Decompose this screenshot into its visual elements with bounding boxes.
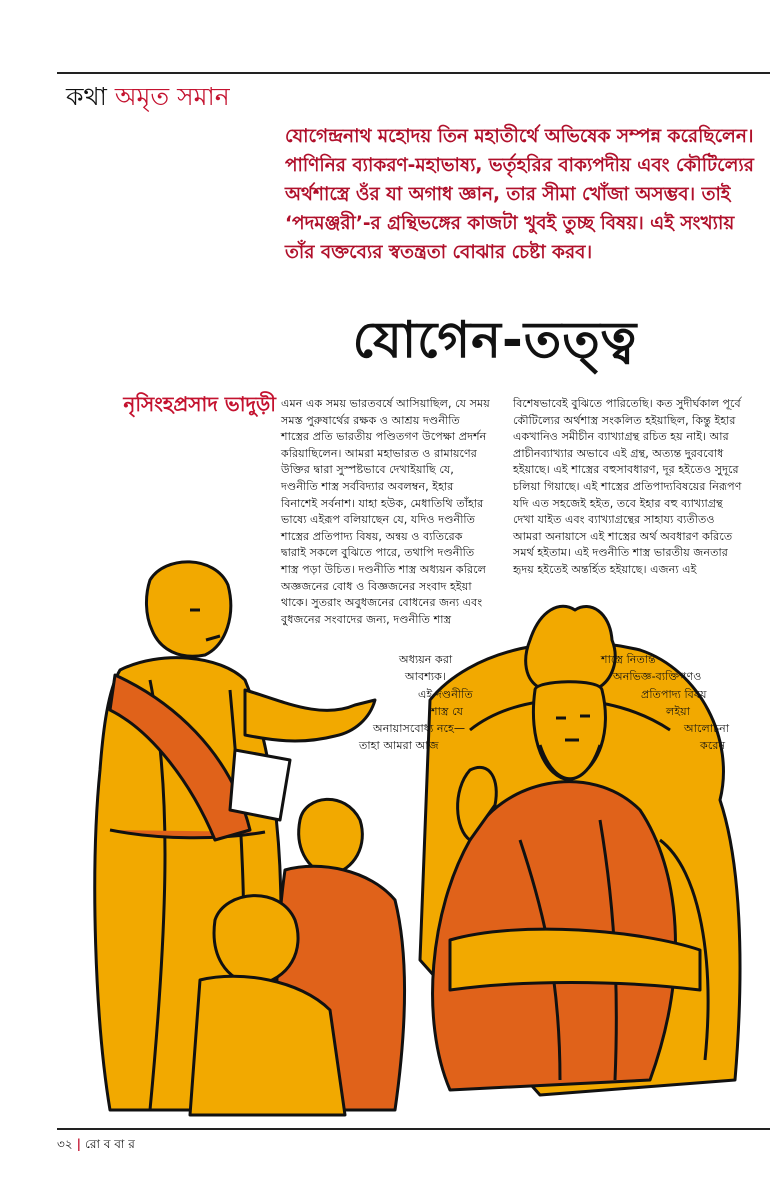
teacher-head [146, 562, 230, 656]
column-2-text: বিশেষভাবেই বুঝিতে পারিতেছি। কত সুদীর্ঘকাল পূর্বে কৌটিল্যের অর্থশাস্ত্র সংকলিত হইয়াছিল, কিন্তু ইহার একখানিও সমীচীন ব্যাখ্যাগ্রন্থ রচিত হয় নাই। আর প্রাচীনব্যাখ্যার অভাবে এই গ্রন্থ, অত্যন্ত দুরববোধ হইয়াছে। এই শাস্ত্রের বহুসাবধারণ, দূর হইতেও সুদূরে চলিয়া গিয়াছে। এই শাস্ত্রের প্রতিপাদ্যবিষয়ের নিরূপণ যদি এত সহজেই হইত, তবে ইহার বহু ব্যাখ্যাগ্রন্থ দেখা যাইত এবং ব্যাখ্যাগ্রন্থের সাহায্য ব্যতীতও আমরা অনায়াসে এই শাস্ত্রের অর্থ অবধারণ করিতে সমর্থ হইতাম। এই দণ্ডনীতি শাস্ত্র ভারতীয় জনতার হৃদয় হইতেই অন্তর্হিত হইয়াছে। এজন্য এই [513, 397, 742, 576]
author-byline: নৃসিংহপ্রসাদ ভাদুড়ী [123, 392, 276, 416]
tail-line: অধ্যয়ন করা [399, 653, 453, 666]
folio-separator: | [76, 1137, 81, 1151]
tail-line: আবশ্যক। [405, 670, 446, 684]
column-2 [513, 396, 743, 579]
section-label [66, 80, 230, 114]
tail-line: অনায়াসবোধ্য নহে— [373, 722, 466, 736]
tail-line: তাহা আমরা আজ [359, 739, 439, 753]
column-2-tail [513, 651, 753, 755]
article-title: যোগেন-তত্ত্ব [352, 311, 638, 369]
tail-line: শাস্ত্রে নিতান্ত [601, 653, 656, 666]
intro-paragraph: যোগেন্দ্রনাথ মহোদয় তিন মহাতীর্থে অভিষেক সম্পন্ন করেছিলেন। পাণিনির ব্যাকরণ-মহাভাষ্য, ভর্তৃহরির বাক্যপদীয় এবং কৌটিল্যের অর্থশাস্ত্রে ওঁর যা অগাধ জ্ঞান, তার সীমা খোঁজা অসম্ভব। তাই ‘পদমঞ্জরী’-র গ্রন্থিভঙ্গের কাজটা খুবই তুচ্ছ বিষয়। এই সংখ্যায় তাঁর বক্তব্যের স্বতন্ত্রতা বোঝার চেষ্টা করব। [285, 126, 754, 263]
page-number: ৩২ [57, 1137, 73, 1151]
bottom-rule [57, 1128, 770, 1130]
magazine-name: রো ব বা র [85, 1137, 135, 1151]
column-1 [281, 396, 491, 628]
tail-line: আলোচনা [684, 722, 730, 736]
section-label-part1: কথা [66, 82, 107, 111]
tail-line: প্রতিপাদ্য বিষয় [641, 687, 707, 701]
column-1-tail [281, 651, 501, 755]
disciple-head [299, 799, 363, 875]
section-label-part2: অমৃত সমান [114, 82, 230, 111]
scroll [230, 750, 290, 820]
column-1-text: এমন এক সময় ভারতবর্ষে আসিয়াছিল, যে সময় সমস্ত পুরুষার্থের রক্ষক ও আশ্রয় দণ্ডনীতি শাস্ত্রের প্রতি ভারতীয় পণ্ডিতগণ উপেক্ষা প্রদর্শন করিয়াছিলেন। আমরা মহাভারত ও রামায়ণের উক্তির দ্বারা সুস্পষ্টভাবে দেখাইয়াছি যে, দণ্ডনীতি শাস্ত্র সর্ববিদ্যার অবলম্বন, ইহার বিনাশেই সর্বনাশ। যাহা হউক, মেধাতিথি তাঁহার ভাষ্যে এইরূপ বলিয়াছেন যে, যদিও দণ্ডনীতি শাস্ত্রের প্রতিপাদ্য বিষয়, অন্বয় ও ব্যতিরেক দ্বারাই সকলে বুঝিতে পারে, তথাপি দণ্ডনীতি শাস্ত্র পড়া উচিত। দণ্ডনীতি শাস্ত্র অধ্যয়ন করিলে অজ্ঞজনের বোধ ও বিজ্ঞজনের সংবাদ হইয়া থাকে। সুতরাং অবুধজনের বোধনের জন্য এবং বুধজনের সংবাদের জন্য, দণ্ডনীতি শাস্ত্র [281, 397, 490, 626]
top-rule [57, 72, 770, 74]
tail-line: অনভিজ্ঞ-ব্যক্তিগণও [613, 670, 702, 684]
tail-line: লইয়া [666, 704, 690, 718]
front-figure [214, 896, 298, 985]
tail-line: করেন [700, 739, 726, 753]
tail-line: শাস্ত্র যে [431, 704, 464, 718]
tail-line: এই দণ্ডনীতি [418, 687, 473, 701]
folio [57, 1136, 135, 1152]
